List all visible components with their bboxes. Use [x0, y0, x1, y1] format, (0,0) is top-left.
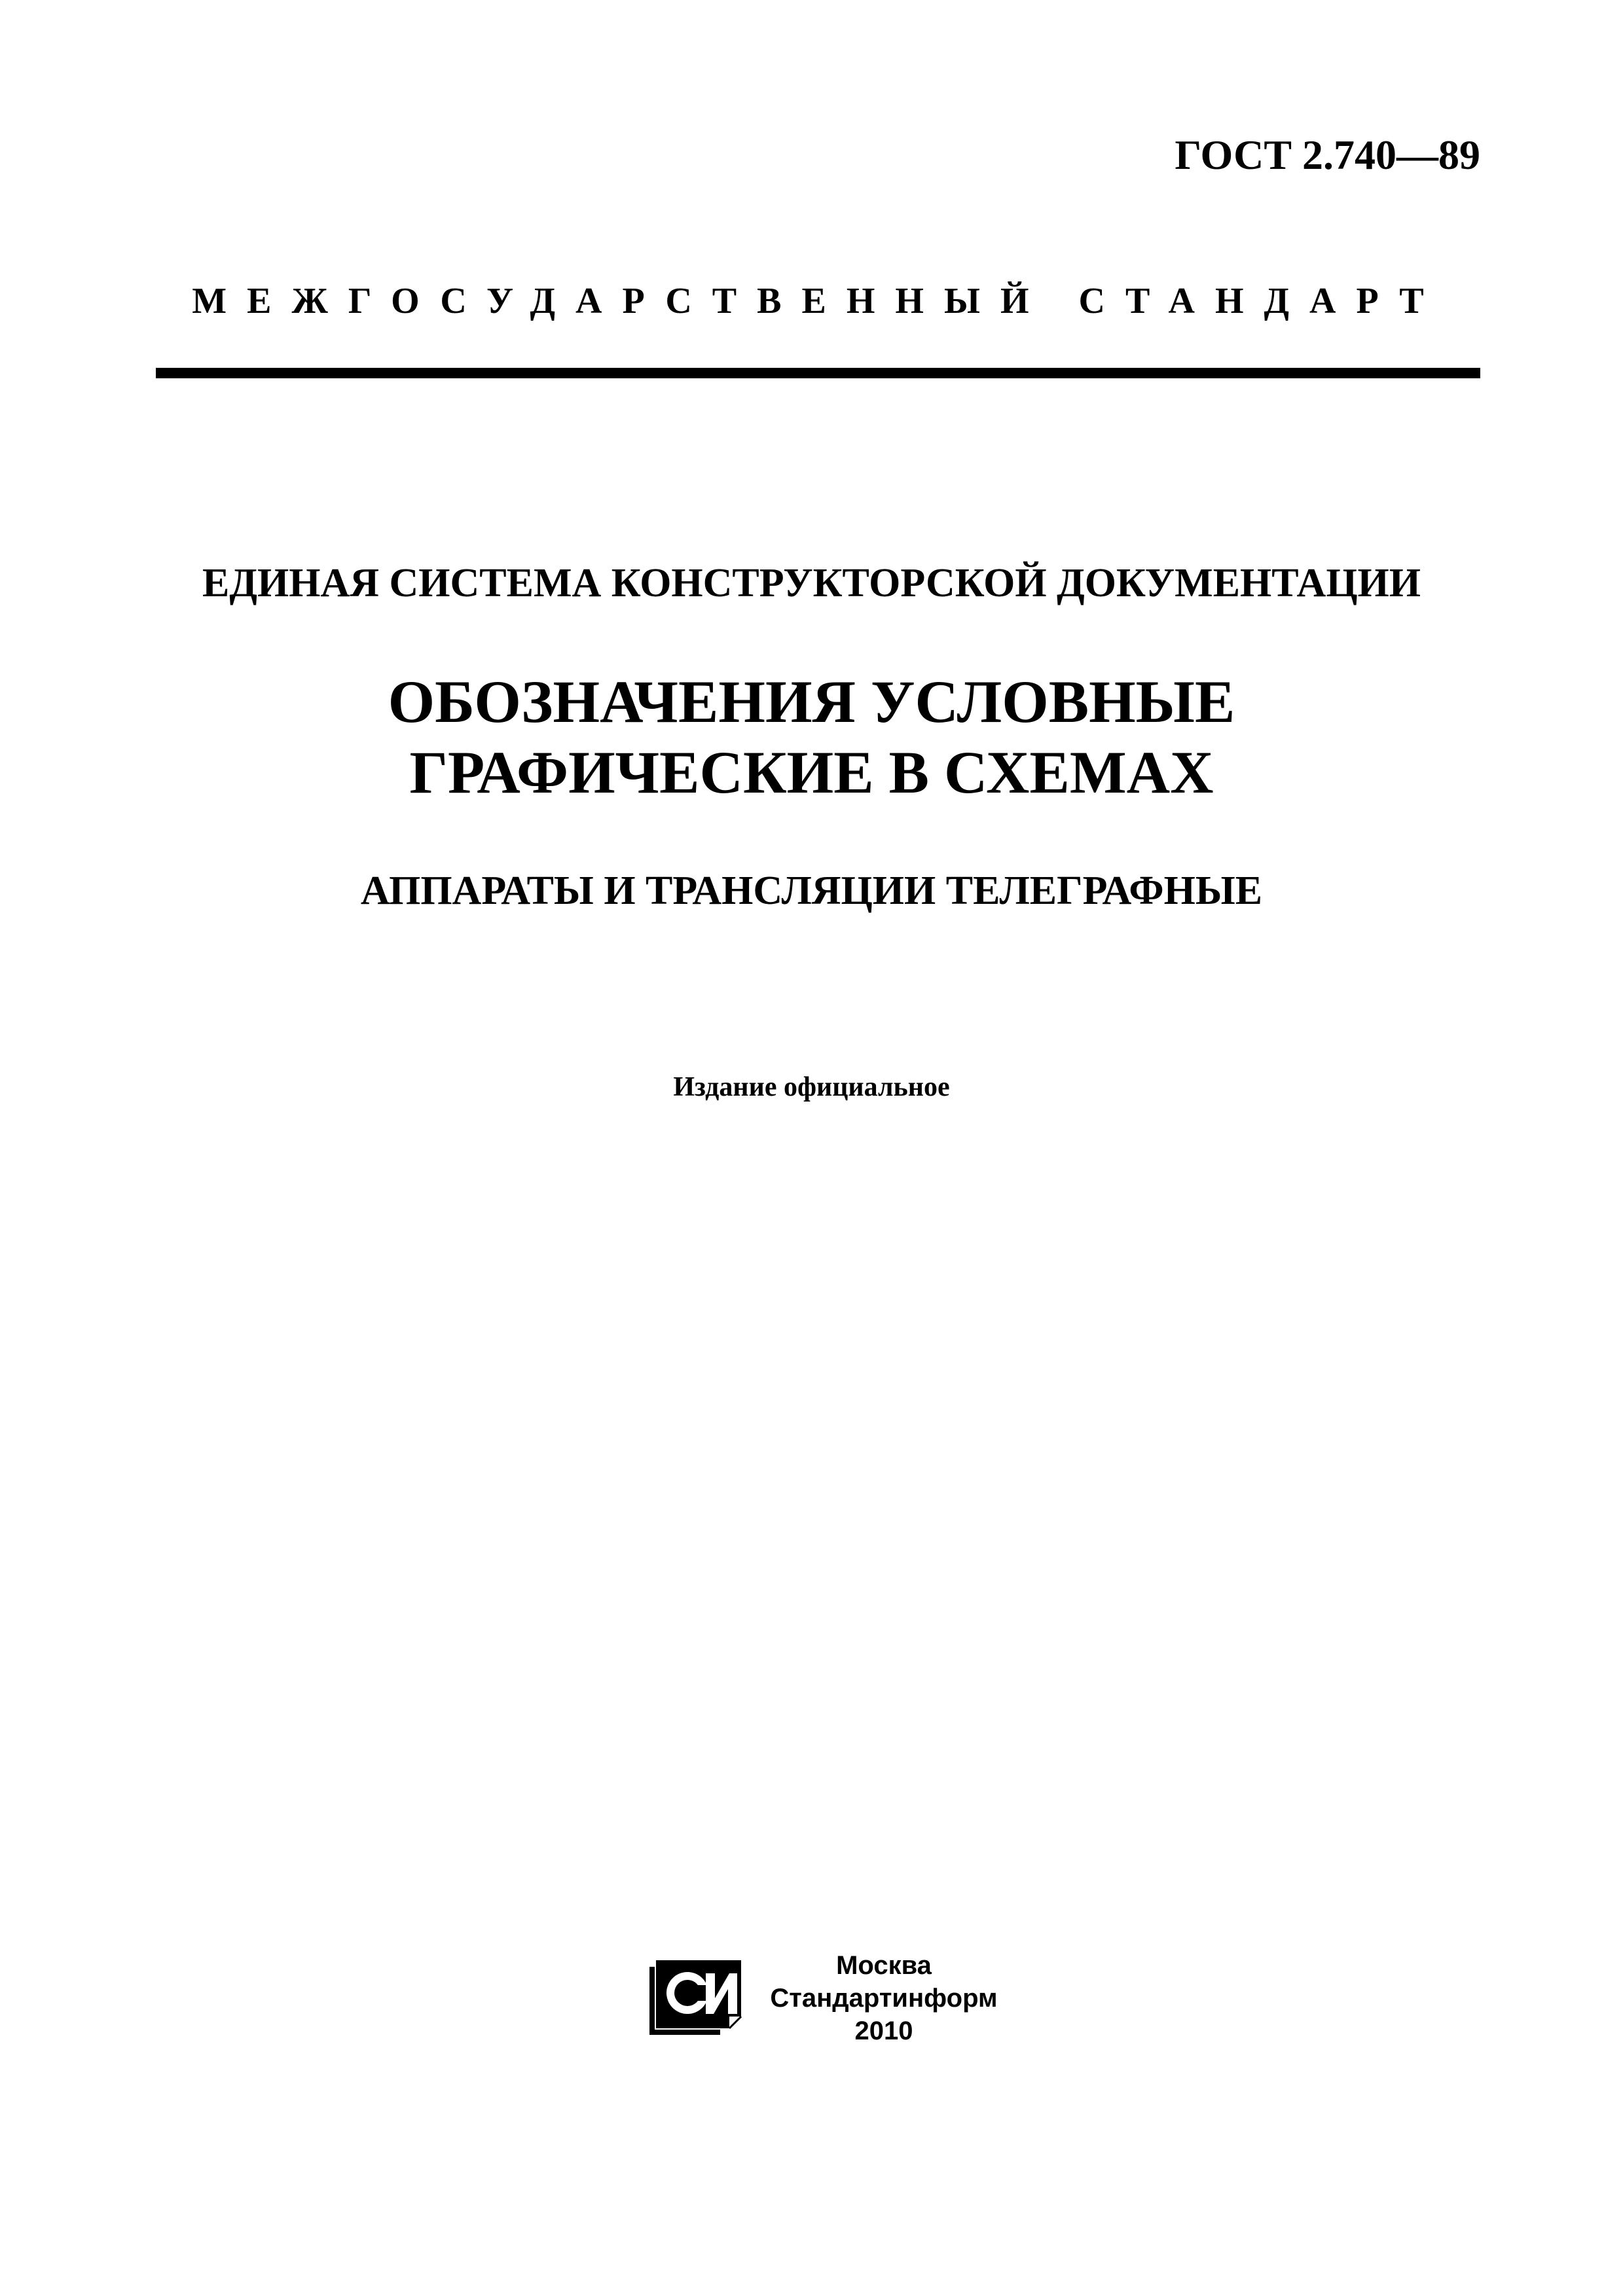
- publisher-block: [759, 1949, 1008, 2047]
- document-title-line-1: ОБОЗНАЧЕНИЯ УСЛОВНЫЕ: [388, 668, 1235, 735]
- standard-designation: ГОСТ 2.740—89: [1175, 132, 1480, 178]
- document-title-line-2: ГРАФИЧЕСКИЕ В СХЕМАХ: [409, 739, 1214, 806]
- publisher-city: Москва: [836, 1951, 932, 1980]
- document-subtitle: АППАРАТЫ И ТРАНСЛЯЦИИ ТЕЛЕГРАФНЫЕ: [360, 869, 1263, 913]
- edition-label: Издание официальное: [673, 1072, 950, 1102]
- publication-year: 2010: [854, 2017, 913, 2045]
- standard-category: МЕЖГОСУДАРСТВЕННЫЙ СТАНДАРТ: [192, 281, 1444, 321]
- publisher-name: Стандартинформ: [770, 1984, 998, 2013]
- document-title: [0, 666, 1623, 808]
- header-divider: [156, 368, 1480, 378]
- system-title: ЕДИНАЯ СИСТЕМА КОНСТРУКТОРСКОЙ ДОКУМЕНТАЦИИ: [202, 561, 1421, 605]
- standartinform-logo-icon: [647, 1954, 744, 2037]
